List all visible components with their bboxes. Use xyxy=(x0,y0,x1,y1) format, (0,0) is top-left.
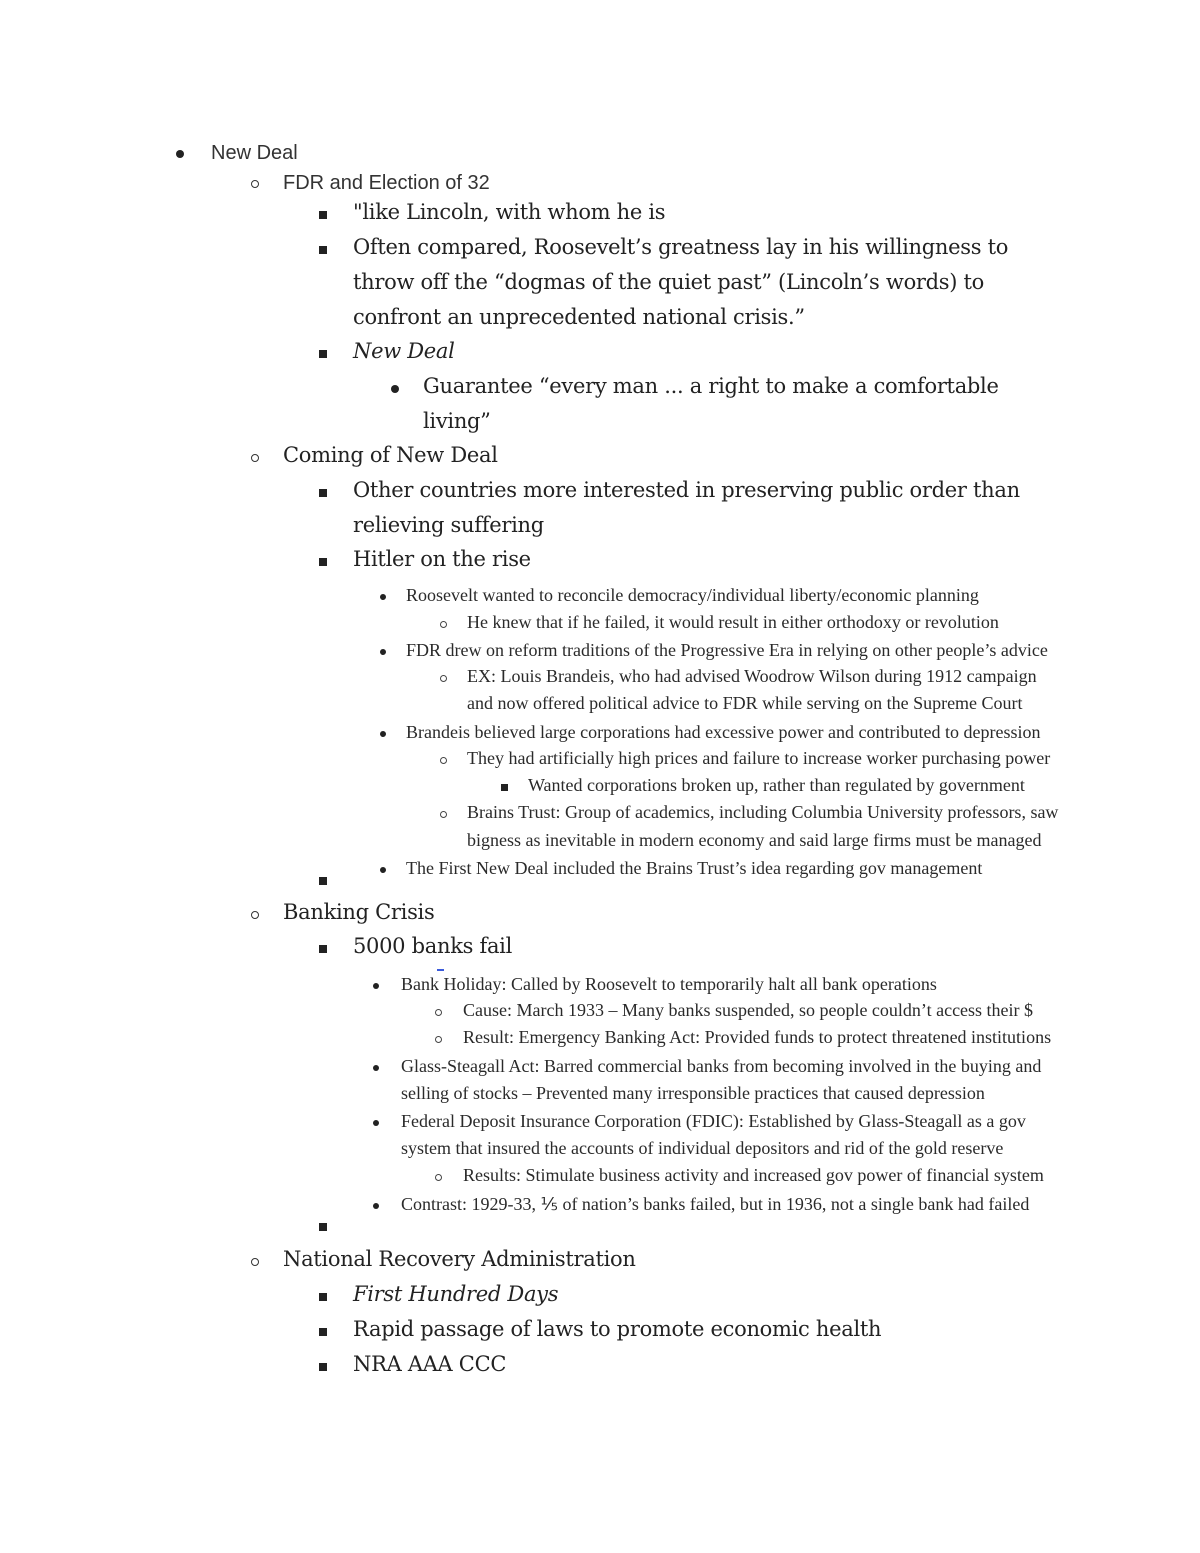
note-cause: Cause: March 1933 – Many banks suspended, so people couldn’t access their $ xyxy=(463,1000,1034,1020)
bullet-square-icon xyxy=(319,489,327,497)
outline-item-first-hundred-days: First Hundred Days xyxy=(353,1282,559,1306)
bullet-circle-icon xyxy=(440,675,447,682)
note-glass-steagall-line1: Glass-Steagall Act: Barred commercial banks from becoming involved in the buying and xyxy=(401,1056,1042,1076)
bullet-circle-icon xyxy=(435,1036,442,1043)
bullet-square-icon xyxy=(319,1293,327,1301)
bullet-dot-icon xyxy=(380,731,386,737)
note-first-new-deal: The First New Deal included the Brains Trust’s idea regarding gov management xyxy=(406,858,983,878)
note-glass-steagall-line2: selling of stocks – Prevented many irresponsible practices that caused depression xyxy=(401,1083,985,1103)
bullet-square-icon xyxy=(319,945,327,953)
bullet-circle-icon xyxy=(440,811,447,818)
bullet-square-icon xyxy=(319,246,327,254)
bullet-dot-icon xyxy=(373,1203,379,1209)
outline-item-5000-banks: 5000 banks fail xyxy=(353,934,513,958)
bullet-square-icon xyxy=(319,1223,327,1231)
note-ex-brandeis-line1: EX: Louis Brandeis, who had advised Woodrow Wilson during 1912 campaign xyxy=(467,666,1037,686)
bullet-square-icon xyxy=(319,1328,327,1336)
bullet-square-icon xyxy=(319,211,327,219)
note-result: Result: Emergency Banking Act: Provided funds to protect threatened institutions xyxy=(463,1027,1052,1047)
note-contrast: Contrast: 1929-33, ⅕ of nation’s banks failed, but in 1936, not a single bank had failed xyxy=(401,1194,1030,1214)
bullet-circle-icon xyxy=(435,1174,442,1181)
note-broken-up: Wanted corporations broken up, rather than regulated by government xyxy=(528,775,1025,795)
bullet-dot-icon xyxy=(380,594,386,600)
cursor-caret-icon xyxy=(437,969,444,971)
bullet-circle-icon xyxy=(435,1009,442,1016)
bullet-dot-icon xyxy=(380,867,386,873)
bullet-circle-icon xyxy=(251,454,259,462)
note-roosevelt-reconcile: Roosevelt wanted to reconcile democracy/individual liberty/economic planning xyxy=(406,585,979,605)
bullet-circle-icon xyxy=(251,1258,259,1266)
outline-item-rapid-passage: Rapid passage of laws to promote economic health xyxy=(353,1317,882,1341)
bullet-circle-icon xyxy=(251,911,259,919)
bullet-circle-icon xyxy=(251,180,259,188)
bullet-square-icon xyxy=(501,784,508,791)
bullet-circle-icon xyxy=(440,757,447,764)
note-he-knew: He knew that if he failed, it would result in either orthodoxy or revolution xyxy=(467,612,999,632)
note-brandeis-believed: Brandeis believed large corporations had excessive power and contributed to depression xyxy=(406,722,1041,742)
outline-item-coming-of-new-deal: Coming of New Deal xyxy=(283,443,498,467)
outline-item-hitler: Hitler on the rise xyxy=(353,547,531,571)
note-fdic-line1: Federal Deposit Insurance Corporation (FDIC): Established by Glass-Steagall as a gov xyxy=(401,1111,1026,1131)
note-ex-brandeis-line2: and now offered political advice to FDR while serving on the Supreme Court xyxy=(467,693,1023,713)
bullet-dot-icon xyxy=(380,649,386,655)
outline-item-banking-crisis: Banking Crisis xyxy=(283,900,435,924)
bullet-square-icon xyxy=(319,1363,327,1371)
note-brains-trust-line2: bigness as inevitable in modern economy and said large firms must be managed xyxy=(467,830,1042,850)
bullet-dot-icon xyxy=(373,983,379,989)
note-artificially: They had artificially high prices and failure to increase worker purchasing power xyxy=(467,748,1051,768)
bullet-dot-icon xyxy=(373,1120,379,1126)
note-results: Results: Stimulate business activity and increased gov power of financial system xyxy=(463,1165,1044,1185)
outline-item-often-compared-line1: Often compared, Roosevelt’s greatness lay in his willingness to xyxy=(353,235,1009,259)
outline-item-often-compared-line3: confront an unprecedented national crisis.” xyxy=(353,305,805,329)
bullet-square-icon xyxy=(319,558,327,566)
note-fdr-drew: FDR drew on reform traditions of the Progressive Era in relying on other people’s advice xyxy=(406,640,1048,660)
outline-item-guarantee-line2: living” xyxy=(423,409,491,433)
bullet-dot-icon xyxy=(176,150,184,158)
outline-item-nra: National Recovery Administration xyxy=(283,1247,636,1271)
outline-item-new-deal-italic: New Deal xyxy=(353,339,455,363)
note-brains-trust-line1: Brains Trust: Group of academics, including Columbia University professors, saw xyxy=(467,802,1059,822)
outline-item-other-countries-line1: Other countries more interested in preserving public order than xyxy=(353,478,1020,502)
bullet-square-icon xyxy=(319,877,327,885)
outline-item-new-deal: New Deal xyxy=(211,142,298,164)
bullet-dot-icon xyxy=(373,1065,379,1071)
outline-item-fdr-election: FDR and Election of 32 xyxy=(283,172,490,194)
bullet-dot-icon xyxy=(391,385,399,393)
note-bank-holiday: Bank Holiday: Called by Roosevelt to temporarily halt all bank operations xyxy=(401,974,937,994)
outline-item-other-countries-line2: relieving suffering xyxy=(353,513,544,537)
note-fdic-line2: system that insured the accounts of individual depositors and rid of the gold reserve xyxy=(401,1138,1004,1158)
outline-item-guarantee-line1: Guarantee “every man ... a right to make a comfortable xyxy=(423,374,999,398)
outline-item-like-lincoln: "like Lincoln, with whom he is xyxy=(353,200,666,224)
outline-item-acronyms: NRA AAA CCC xyxy=(353,1352,507,1376)
outline-item-often-compared-line2: throw off the “dogmas of the quiet past” (Lincoln’s words) to xyxy=(353,270,985,294)
bullet-square-icon xyxy=(319,350,327,358)
bullet-circle-icon xyxy=(440,621,447,628)
